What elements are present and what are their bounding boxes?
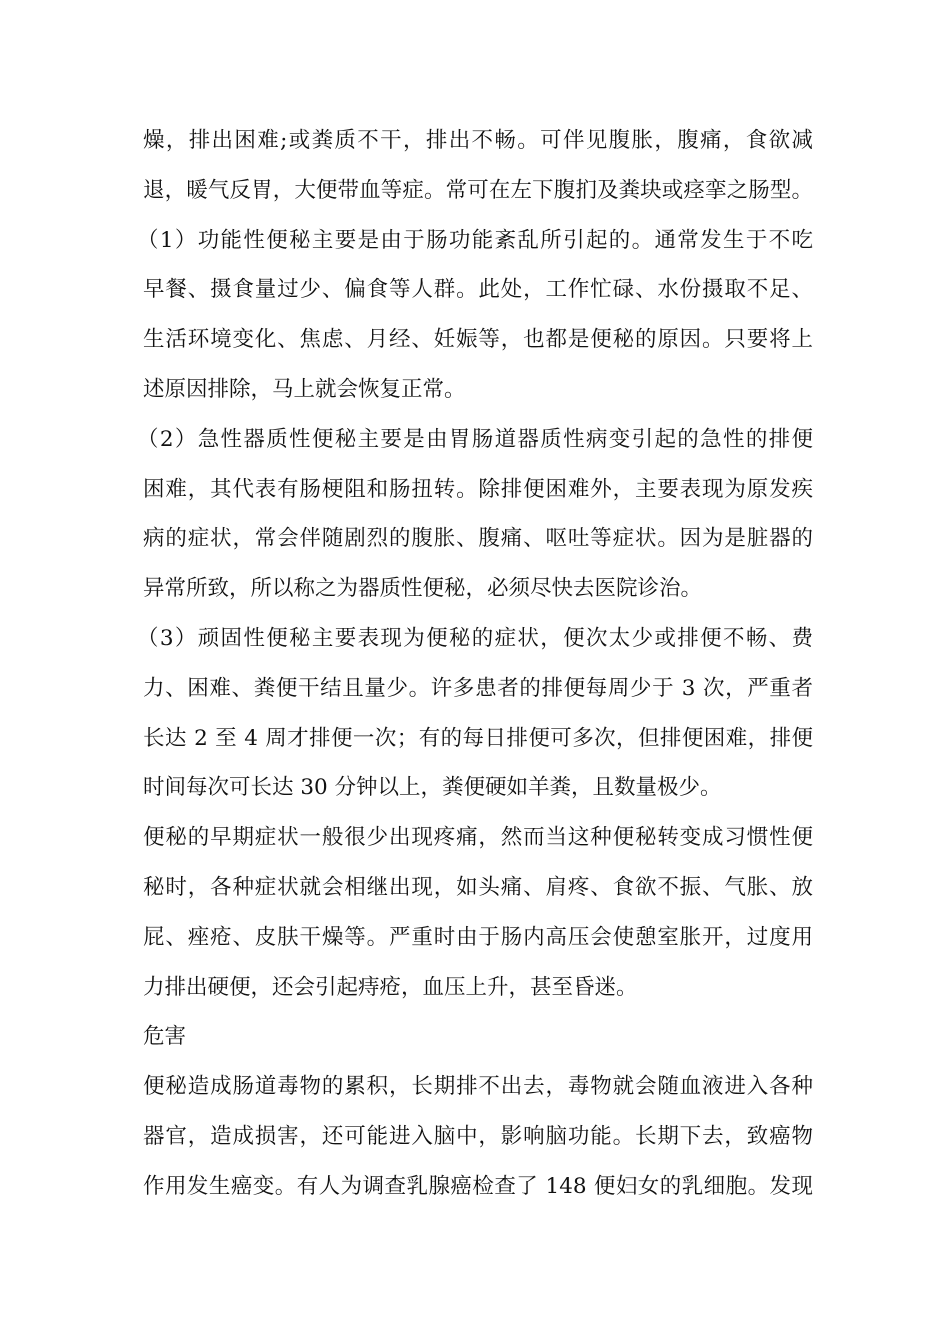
text-line: 屁、痤疮、皮肤干燥等。严重时由于肠内高压会使憩室胀开，过度用 (143, 924, 813, 950)
text-line: 便秘的早期症状一般很少出现疼痛，然而当这种便秘转变成习惯性便 (143, 825, 813, 851)
text-line: 病的症状，常会伴随剧烈的腹胀、腹痛、呕吐等症状。因为是脏器的 (143, 526, 813, 552)
text-line: 早餐、摄食量过少、偏食等人群。此处，工作忙碌、水份摄取不足、 (143, 277, 813, 303)
text-line: 秘时，各种症状就会相继出现，如头痛、肩疼、食欲不振、气胀、放 (143, 874, 813, 900)
text-line: 器官，造成损害，还可能进入脑中，影响脑功能。长期下去，致癌物 (143, 1123, 813, 1149)
text-line: 便秘造成肠道毒物的累积，长期排不出去，毒物就会随血液进入各种 (143, 1074, 813, 1100)
text-line: （1）功能性便秘主要是由于肠功能紊乱所引起的。通常发生于不吃 (137, 227, 813, 253)
text-line: （2）急性器质性便秘主要是由胃肠道器质性病变引起的急性的排便 (137, 426, 813, 452)
text-line: 退，暖气反胃，大便带血等症。常可在左下腹扪及粪块或痉挛之肠型。 (143, 177, 813, 203)
text-line: 异常所致，所以称之为器质性便秘，必须尽快去医院诊治。 (143, 576, 703, 602)
text-line: （3）顽固性便秘主要表现为便秘的症状，便次太少或排便不畅、费 (137, 625, 813, 651)
text-line: 作用发生癌变。有人为调查乳腺癌检查了 148 便妇女的乳细胞。发现 (143, 1173, 813, 1199)
text-line: 力、困难、粪便干结且量少。许多患者的排便每周少于 3 次，严重者 (143, 675, 813, 701)
text-line: 危害 (143, 1024, 187, 1050)
text-line: 述原因排除，马上就会恢复正常。 (143, 376, 466, 402)
text-line: 生活环境变化、焦虑、月经、妊娠等，也都是便秘的原因。只要将上 (143, 327, 813, 353)
text-line: 困难，其代表有肠梗阻和肠扭转。除排便困难外，主要表现为原发疾 (143, 476, 813, 502)
document-body-text (137, 116, 813, 1212)
text-line: 长达 2 至 4 周才排便一次；有的每日排便可多次，但排便困难，排便 (143, 725, 813, 751)
text-line: 力排出硬便，还会引起痔疮，血压上升，甚至昏迷。 (143, 974, 638, 1000)
text-line: 时间每次可长达 30 分钟以上，粪便硬如羊粪，且数量极少。 (143, 775, 722, 801)
text-line: 燥，排出困难;或粪质不干，排出不畅。可伴见腹胀，腹痛，食欲减 (143, 128, 813, 153)
